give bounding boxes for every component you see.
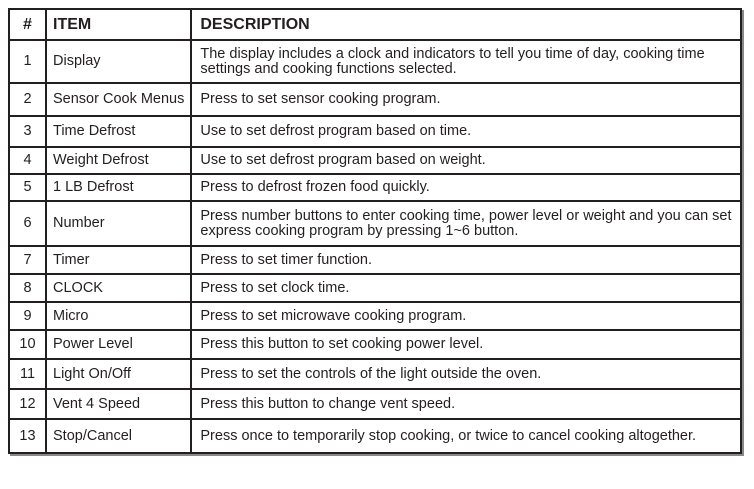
row-number: 1	[9, 40, 46, 83]
row-description: Press number buttons to enter cooking time, power level or weight and you can set express cooking program by pressing 1~6 button.	[191, 201, 741, 246]
row-number: 12	[9, 389, 46, 419]
header-item: ITEM	[46, 9, 191, 40]
table-row	[9, 147, 741, 174]
row-number: 6	[9, 201, 46, 246]
row-description: Press once to temporarily stop cooking, or twice to cancel cooking altogether.	[191, 419, 741, 453]
row-item: Vent 4 Speed	[46, 389, 191, 419]
row-item: Power Level	[46, 330, 191, 359]
table-body	[9, 40, 741, 453]
row-number: 9	[9, 302, 46, 330]
row-description: Press to set timer function.	[191, 246, 741, 274]
row-description: Press to set clock time.	[191, 274, 741, 302]
table-row	[9, 116, 741, 147]
table-row	[9, 174, 741, 201]
row-number: 3	[9, 116, 46, 147]
row-item: Light On/Off	[46, 359, 191, 389]
row-number: 10	[9, 330, 46, 359]
row-item: Micro	[46, 302, 191, 330]
row-description: Press to defrost frozen food quickly.	[191, 174, 741, 201]
table-row	[9, 246, 741, 274]
table-row	[9, 274, 741, 302]
table-row	[9, 330, 741, 359]
row-description: The display includes a clock and indicators to tell you time of day, cooking time settings and cooking functions selected.	[191, 40, 741, 83]
table-row	[9, 83, 741, 116]
table-row	[9, 419, 741, 453]
row-number: 13	[9, 419, 46, 453]
table-row	[9, 201, 741, 246]
row-description: Use to set defrost program based on time.	[191, 116, 741, 147]
row-description: Press to set the controls of the light outside the oven.	[191, 359, 741, 389]
row-item: Time Defrost	[46, 116, 191, 147]
row-number: 11	[9, 359, 46, 389]
row-number: 7	[9, 246, 46, 274]
row-item: CLOCK	[46, 274, 191, 302]
table-row	[9, 389, 741, 419]
row-description: Press to set microwave cooking program.	[191, 302, 741, 330]
header-number: #	[9, 9, 46, 40]
header-description: DESCRIPTION	[191, 9, 741, 40]
row-item: Number	[46, 201, 191, 246]
table-header-row	[9, 9, 741, 40]
row-description: Press this button to change vent speed.	[191, 389, 741, 419]
table-row	[9, 302, 741, 330]
controls-table	[8, 8, 742, 454]
row-number: 2	[9, 83, 46, 116]
table-row	[9, 40, 741, 83]
row-number: 5	[9, 174, 46, 201]
row-item: 1 LB Defrost	[46, 174, 191, 201]
row-item: Display	[46, 40, 191, 83]
row-description: Press to set sensor cooking program.	[191, 83, 741, 116]
row-number: 4	[9, 147, 46, 174]
row-item: Timer	[46, 246, 191, 274]
row-number: 8	[9, 274, 46, 302]
table-row	[9, 359, 741, 389]
row-item: Weight Defrost	[46, 147, 191, 174]
row-item: Stop/Cancel	[46, 419, 191, 453]
row-description: Use to set defrost program based on weight.	[191, 147, 741, 174]
row-description: Press this button to set cooking power level.	[191, 330, 741, 359]
row-item: Sensor Cook Menus	[46, 83, 191, 116]
